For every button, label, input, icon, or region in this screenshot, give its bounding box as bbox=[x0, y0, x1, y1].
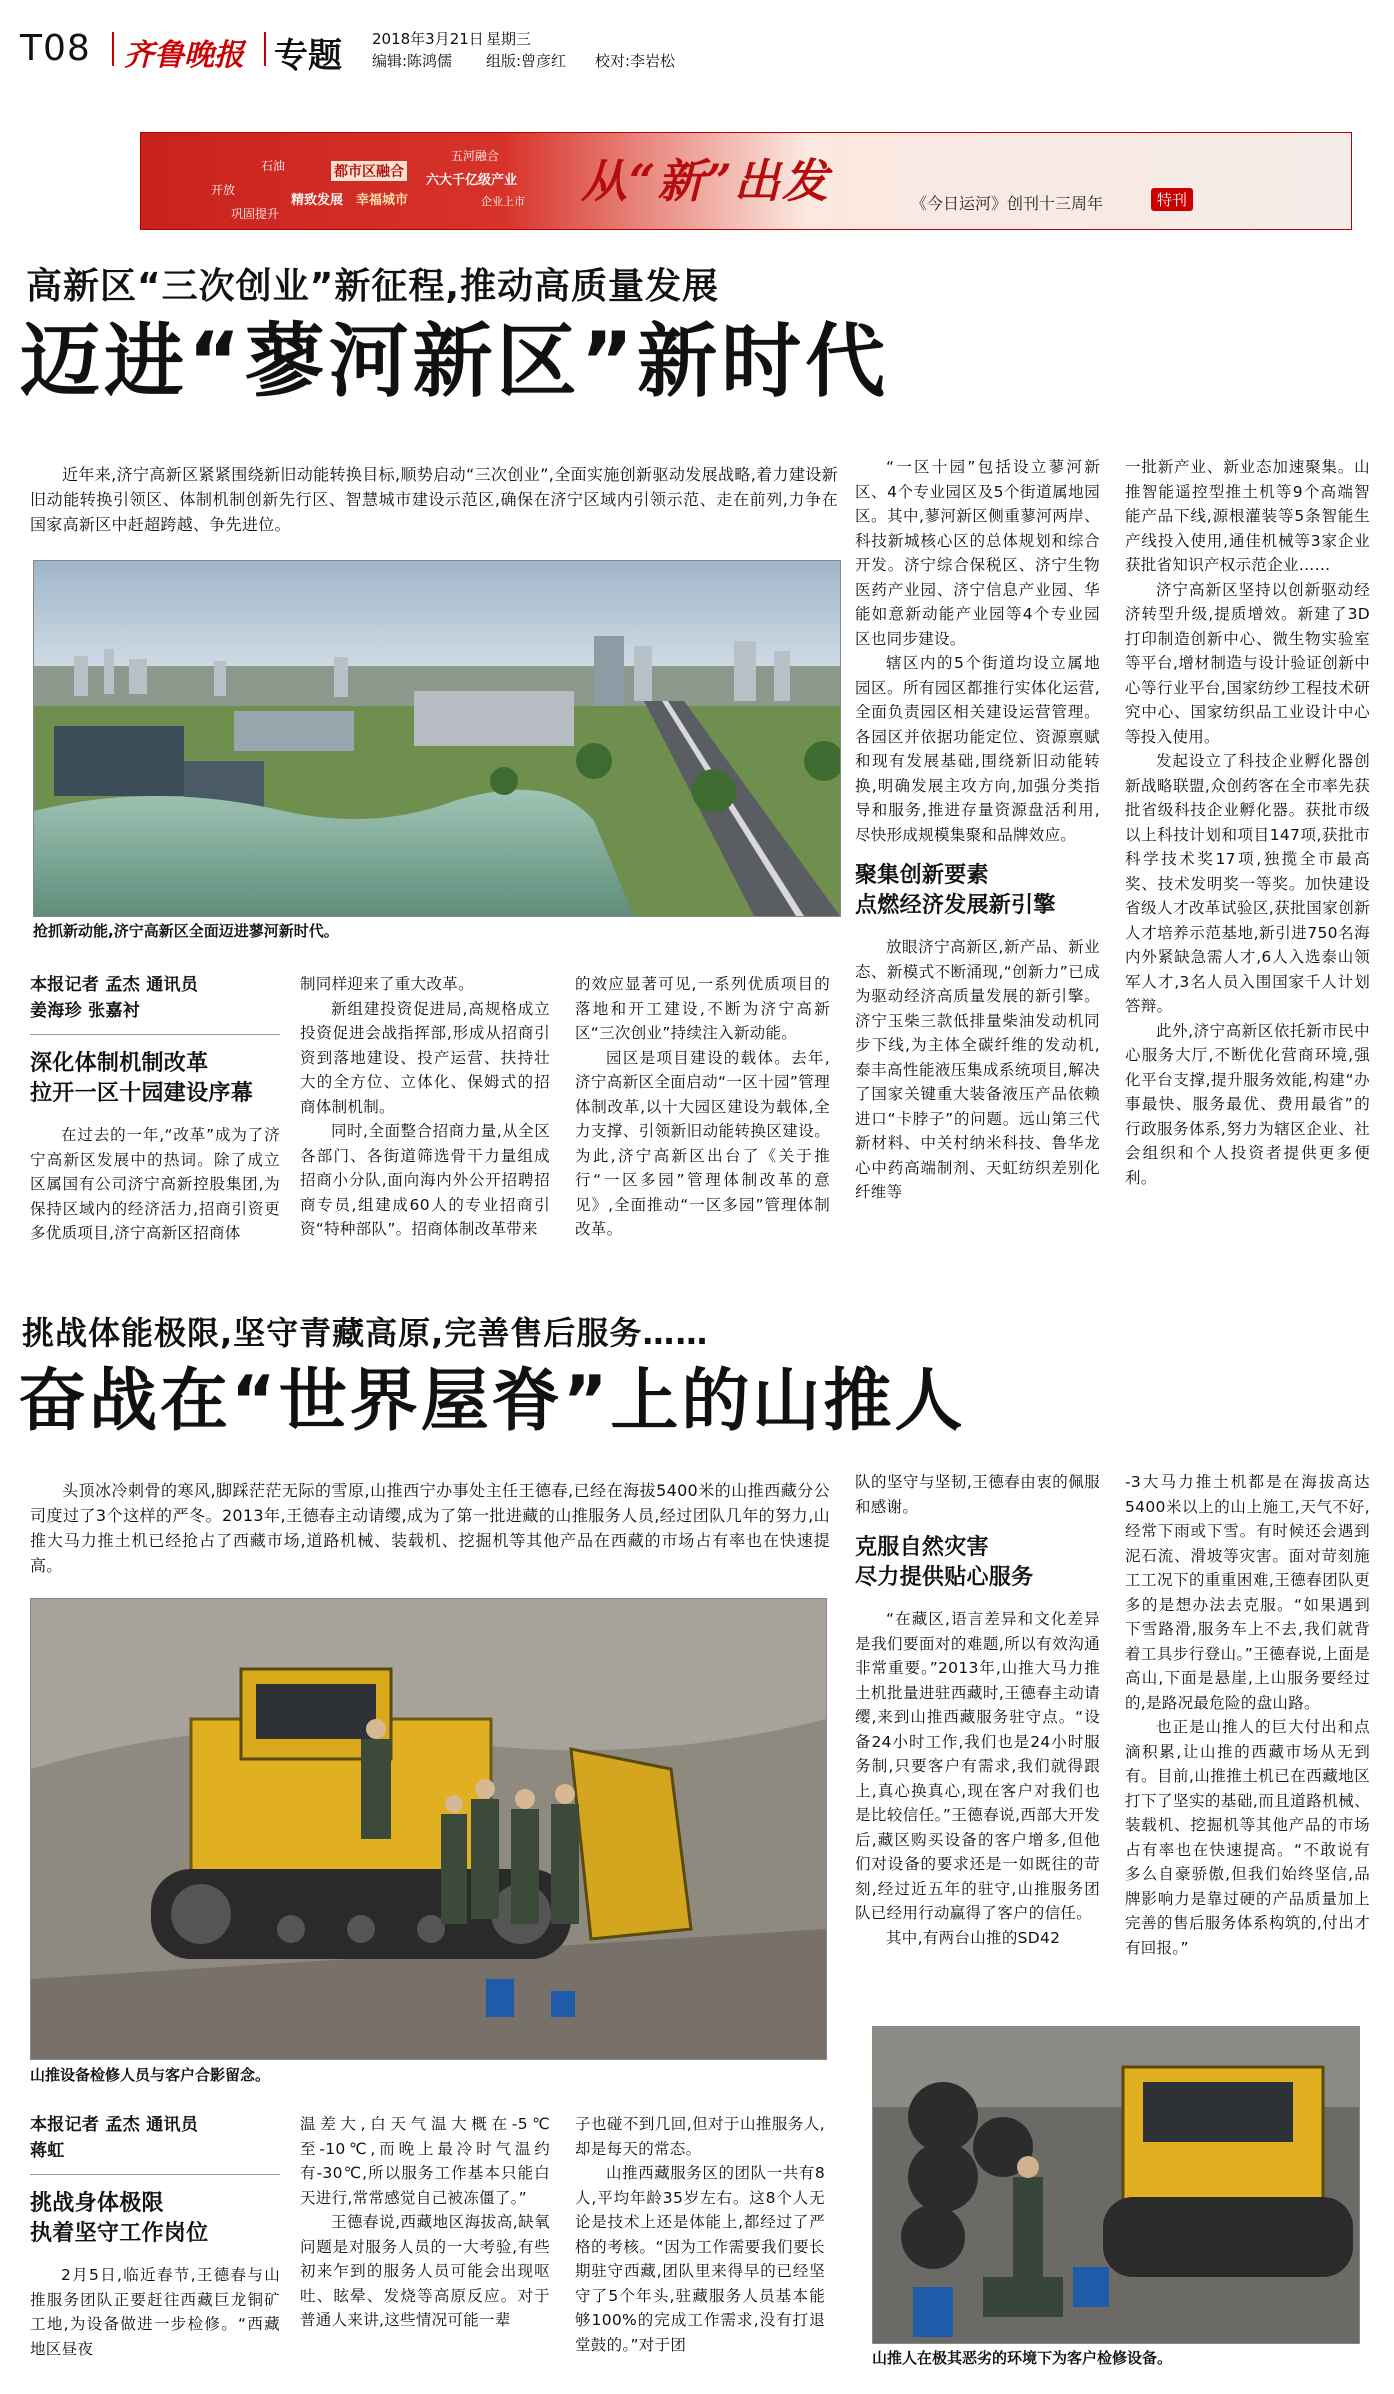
special-banner bbox=[140, 132, 1352, 230]
banner-tag: 幸福城市 bbox=[356, 193, 409, 208]
paragraph: 同时,全面整合招商力量,从全区各部门、各街道筛选骨干力量组成招商小分队,面向海内外公开招聘招商专员,组建成60人的专业招商引资“特种部队”。招商体制改革带来 bbox=[300, 1122, 550, 1238]
article1-title: 迈进“蓼河新区”新时代 bbox=[20, 315, 890, 408]
editor-credit: 编辑:陈鸿儒 bbox=[372, 52, 453, 70]
article1-column-c bbox=[575, 972, 830, 1242]
paragraph: 也正是山推人的巨大付出和点滴积累,让山推的西藏市场从无到有。目前,山推推土机已在西藏地区打下了坚实的基础,而且道路机械、装载机、挖掘机等其他产品的市场占有率也在快速提高。“不敢说有多么自豪骄傲,但我们始终坚信,品牌影响力是靠过硬的产品质量加上完善的售后服务体系构筑的,付出才有回报。” bbox=[1125, 1718, 1370, 1957]
header-date: 2018年3月21日 bbox=[372, 30, 484, 48]
banner-tag: 都市区融合 bbox=[331, 161, 407, 181]
new-district-aerial-photo bbox=[33, 560, 841, 917]
article2-subheading-1 bbox=[30, 2189, 280, 2249]
banner-anniversary: 《今日运河》创刊十三周年 bbox=[911, 194, 1104, 213]
lead-paragraph: 头顶冰冷刺骨的寒风,脚踩茫茫无际的雪原,山推西宁办事处主任王德春,已经在海拔5400米的山推西藏分公司度过了3个这样的严冬。2013年,王德春主动请缨,成为了第一批进藏的山推服务人员,经过团队几年的努力,山推大马力推土机已经抢占了西藏市场,道路机械、装载机、挖掘机等其他产品在西藏的市场占有率也在快速提高。 bbox=[30, 1481, 830, 1575]
proof-credit: 校对:李岩松 bbox=[595, 52, 676, 70]
article2-byline-2: 蒋虹 bbox=[30, 2141, 65, 2161]
header-weekday: 星期三 bbox=[486, 30, 532, 48]
paragraph: 发起设立了科技企业孵化器创新战略联盟,众创药客在全市率先获批省级科技企业孵化器。获批市级以上科技计划和项目147项,获批市科学技术奖17项,独揽全市最高奖、技术发明奖一等奖。加快建设省级人才改革试验区,获批国家创新人才培养示范基地,新引进750名海内外紧缺急需人才,6人入选泰山领军人才,3名人员入围国家千人计划答辩。 bbox=[1125, 752, 1370, 1015]
article2-column-e bbox=[1125, 1470, 1370, 1960]
banner-tag: 六大千亿级产业 bbox=[426, 173, 518, 188]
repair-scene-image bbox=[873, 2027, 1359, 2343]
paragraph: 新组建投资促进局,高规格成立投资促进会战指挥部,形成从招商引资到落地建设、投产运营、扶持壮大的全方位、立体化、保姆式的招商体制机制。 bbox=[300, 999, 550, 1116]
article2-column-d bbox=[855, 1470, 1100, 1950]
subheading-line: 聚集创新要素 bbox=[855, 863, 989, 888]
photo3-caption: 山推人在极其恶劣的环境下为客户检修设备。 bbox=[872, 2349, 1173, 2367]
paragraph: 温差大,白天气温大概在-5℃至-10℃,而晚上最冷时气温约有-30℃,所以服务工作基本只能白天进行,常常感觉自己被冻僵了。” bbox=[300, 2115, 550, 2207]
article2-column-c bbox=[575, 2112, 825, 2357]
article2-column-b bbox=[300, 2112, 550, 2333]
divider bbox=[30, 2174, 280, 2175]
banner-tag: 开放 bbox=[211, 183, 236, 197]
banner-tag: 石油 bbox=[261, 159, 286, 173]
article1-byline-2: 姜海珍 张嘉衬 bbox=[30, 1001, 141, 1021]
paragraph: 2月5日,临近春节,王德春与山推服务团队正要赶往西藏巨龙铜矿工地,为设备做进一步检修。“西藏地区昼夜 bbox=[30, 2266, 280, 2358]
subheading-line: 克服自然灾害 bbox=[855, 1535, 989, 1560]
paragraph: 子也碰不到几回,但对于山推服务人,却是每天的常态。 bbox=[575, 2115, 825, 2158]
aerial-city-image bbox=[34, 561, 840, 916]
paragraph: “一区十园”包括设立蓼河新区、4个专业园区及5个街道属地园区。其中,蓼河新区侧重蓼河两岸、科技新城核心区的总体规划和综合开发。济宁综合保税区、济宁生物医药产业园、济宁信息产业园、华能如意新动能产业园等4个专业园区也同步建设。 bbox=[855, 458, 1100, 648]
paragraph: 王德春说,西藏地区海拔高,缺氧问题是对服务人员的一大考验,有些初来乍到的服务人员可能会出现呕吐、眩晕、发烧等高原反应。对于普通人来讲,这些情况可能一辈 bbox=[300, 2213, 550, 2329]
article2-byline-1: 本报记者 孟杰 通讯员 bbox=[30, 2115, 199, 2135]
subheading-line: 点燃经济发展新引擎 bbox=[855, 893, 1056, 918]
divider bbox=[30, 1034, 280, 1035]
paragraph: 制同样迎来了重大改革。 bbox=[300, 975, 474, 993]
paragraph: 济宁高新区坚持以创新驱动经济转型升级,提质增效。新建了3D打印制造创新中心、微生物实验室等平台,增材制造与设计验证创新中心等行业平台,国家纺纱工程技术研究中心、国家纺织品工业设计中心等投入使用。 bbox=[1125, 580, 1370, 746]
subheading-line: 挑战身体极限 bbox=[30, 2191, 164, 2216]
article1-kicker: 高新区“三次创业”新征程,推动高质量发展 bbox=[26, 266, 719, 307]
page-number: T08 bbox=[20, 28, 91, 69]
lead-paragraph: 近年来,济宁高新区紧紧围绕新旧动能转换目标,顺势启动“三次创业”,全面实施创新驱动发展战略,着力建设新旧动能转换引领区、体制机制创新先行区、智慧城市建设示范区,确保在济宁区域内引领示范、走在前列,力争在国家高新区中赶超跨越、争先进位。 bbox=[30, 465, 838, 534]
article1-subheading-1 bbox=[30, 1049, 280, 1109]
header-divider bbox=[112, 32, 114, 66]
paragraph: 其中,有两台山推的SD42 bbox=[886, 1928, 1061, 1947]
header-divider-2 bbox=[264, 32, 266, 66]
subheading-line: 执着坚守工作岗位 bbox=[30, 2221, 209, 2246]
paragraph: 辖区内的5个街道均设立属地园区。所有园区都推行实体化运营,全面负责园区相关建设运营管理。各园区并依据功能定位、资源禀赋和现有发展基础,围绕新旧动能转换,明确发展主攻方向,加强分类指导和服务,推进存量资源盘活利用,尽快形成规模集聚和品牌效应。 bbox=[855, 654, 1100, 844]
article2-subheading-2 bbox=[855, 1533, 1100, 1593]
article2-title: 奋战在“世界屋脊”上的山推人 bbox=[18, 1362, 966, 1441]
banner-tag: 巩固提升 bbox=[231, 207, 280, 221]
article2-lead bbox=[30, 1478, 830, 1578]
repair-work-photo bbox=[872, 2026, 1360, 2344]
photo1-caption: 抢抓新动能,济宁高新区全面迈进蓼河新时代。 bbox=[33, 922, 339, 940]
subheading-line: 拉开一区十园建设序幕 bbox=[30, 1081, 254, 1106]
paragraph: 一批新产业、新业态加速聚集。山推智能遥控型推土机等9个高端智能产品下线,源根灌装等5条智能生产线投入使用,通佳机械等3家企业获批省知识产权示范企业…… bbox=[1125, 458, 1370, 574]
subheading-line: 深化体制机制改革 bbox=[30, 1051, 209, 1076]
article1-lead bbox=[30, 462, 838, 537]
paragraph: 在过去的一年,“改革”成为了济宁高新区发展中的热词。除了成立区属国有公司济宁高新控股集团,为保持区域内的经济活力,招商引资更多优质项目,济宁高新区招商体 bbox=[30, 1126, 280, 1242]
bulldozer-team-image bbox=[31, 1599, 826, 2059]
article1-column-e bbox=[1125, 455, 1370, 1190]
banner-special-badge: 特刊 bbox=[1151, 188, 1193, 211]
article2-column-a bbox=[30, 2112, 280, 2361]
paragraph: -3大马力推土机都是在海拔高达5400米以上的山上施工,天气不好,经常下雨或下雪。有时候还会遇到泥石流、滑坡等灾害。面对苛刻施工工况下的重重困难,王德春团队更多的是想办法去克服。“如果遇到下雪路滑,服务车上不去,我们就背着工具步行登山。”王德春说,上面是高山,下面是悬崖,上山服务要经过的,是路况最危险的盘山路。 bbox=[1125, 1473, 1370, 1712]
article1-byline-1: 本报记者 孟杰 通讯员 bbox=[30, 975, 199, 995]
article1-column-a bbox=[30, 972, 280, 1246]
page-header bbox=[20, 28, 1380, 76]
article2-kicker: 挑战体能极限,坚守青藏高原,完善售后服务…… bbox=[22, 1314, 709, 1352]
paper-logo: 齐鲁晚报 bbox=[124, 38, 244, 73]
banner-tag: 精致发展 bbox=[291, 193, 344, 208]
paragraph: 队的坚守与坚韧,王德春由衷的佩服和感谢。 bbox=[855, 1473, 1100, 1516]
subheading-line: 尽力提供贴心服务 bbox=[855, 1565, 1034, 1590]
article1-subheading-2 bbox=[855, 861, 1100, 921]
banner-tag: 五河融合 bbox=[451, 149, 500, 163]
bulldozer-team-photo bbox=[30, 1598, 827, 2060]
article1-column-b bbox=[300, 972, 550, 1242]
banner-tag: 企业上市 bbox=[481, 195, 525, 208]
banner-slogan: 从“新”出发 bbox=[581, 154, 830, 208]
paragraph: “在藏区,语言差异和文化差异是我们要面对的难题,所以有效沟通非常重要。”2013年,山推大马力推土机批量进驻西藏时,王德春主动请缨,来到山推西藏服务驻守点。“设备24小时工作,我们也是24小时服务制,只要客户有需求,我们就得跟上,真心换真心,现在客户对我们也是比较信任。”王德春说,西部大开发后,藏区购买设备的客户增多,但他们对设备的要求还是一如既往的苛刻,经过近五年的驻守,山推服务团队已经用行动赢得了客户的信任。 bbox=[855, 1610, 1100, 1922]
layout-credit: 组版:曾彦红 bbox=[486, 52, 567, 70]
article1-column-d bbox=[855, 455, 1100, 1205]
paragraph: 放眼济宁高新区,新产品、新业态、新模式不断涌现,“创新力”已成为驱动经济高质量发展的新引擎。济宁玉柴三款低排量柴油发动机同步下线,为主体全碳纤维的发动机,泰丰高性能液压集成系统项目,解决了国家关键重大装备液压产品依赖进口“卡脖子”的问题。远山第三代新材料、中关村纳米科技、鲁华龙心中药高端制剂、天虹纺织差别化纤维等 bbox=[855, 938, 1100, 1201]
paragraph: 山推西藏服务区的团队一共有8人,平均年龄35岁左右。这8个人无论是技术上还是体能上,都经过了严格的考核。“因为工作需要我们要长期驻守西藏,团队里来得早的已经坚守了5个年头,驻藏服务人员基本能够100%的完成工作需求,没有打退堂鼓的。”对于团 bbox=[575, 2164, 825, 2354]
banner-tag-cloud bbox=[181, 139, 581, 223]
paragraph: 此外,济宁高新区依托新市民中心服务大厅,不断优化营商环境,强化平台支撑,提升服务效能,构建“办事最快、服务最优、费用最省”的行政服务体系,努力为辖区企业、社会组织和个人投资者提供更多便利。 bbox=[1125, 1021, 1370, 1187]
section-name: 专题 bbox=[274, 36, 342, 76]
photo2-caption: 山推设备检修人员与客户合影留念。 bbox=[30, 2066, 271, 2084]
paragraph: 的效应显著可见,一系列优质项目的落地和开工建设,不断为济宁高新区“三次创业”持续注入新动能。 bbox=[575, 975, 830, 1042]
paragraph: 园区是项目建设的载体。去年,济宁高新区全面启动“一区十园”管理体制改革,以十大园区建设为载体,全力支撑、引领新旧动能转换区建设。为此,济宁高新区出台了《关于推行“一区多园”管理体制改革的意见》,全面推动“一区多园”管理体制改革。 bbox=[575, 1048, 830, 1238]
